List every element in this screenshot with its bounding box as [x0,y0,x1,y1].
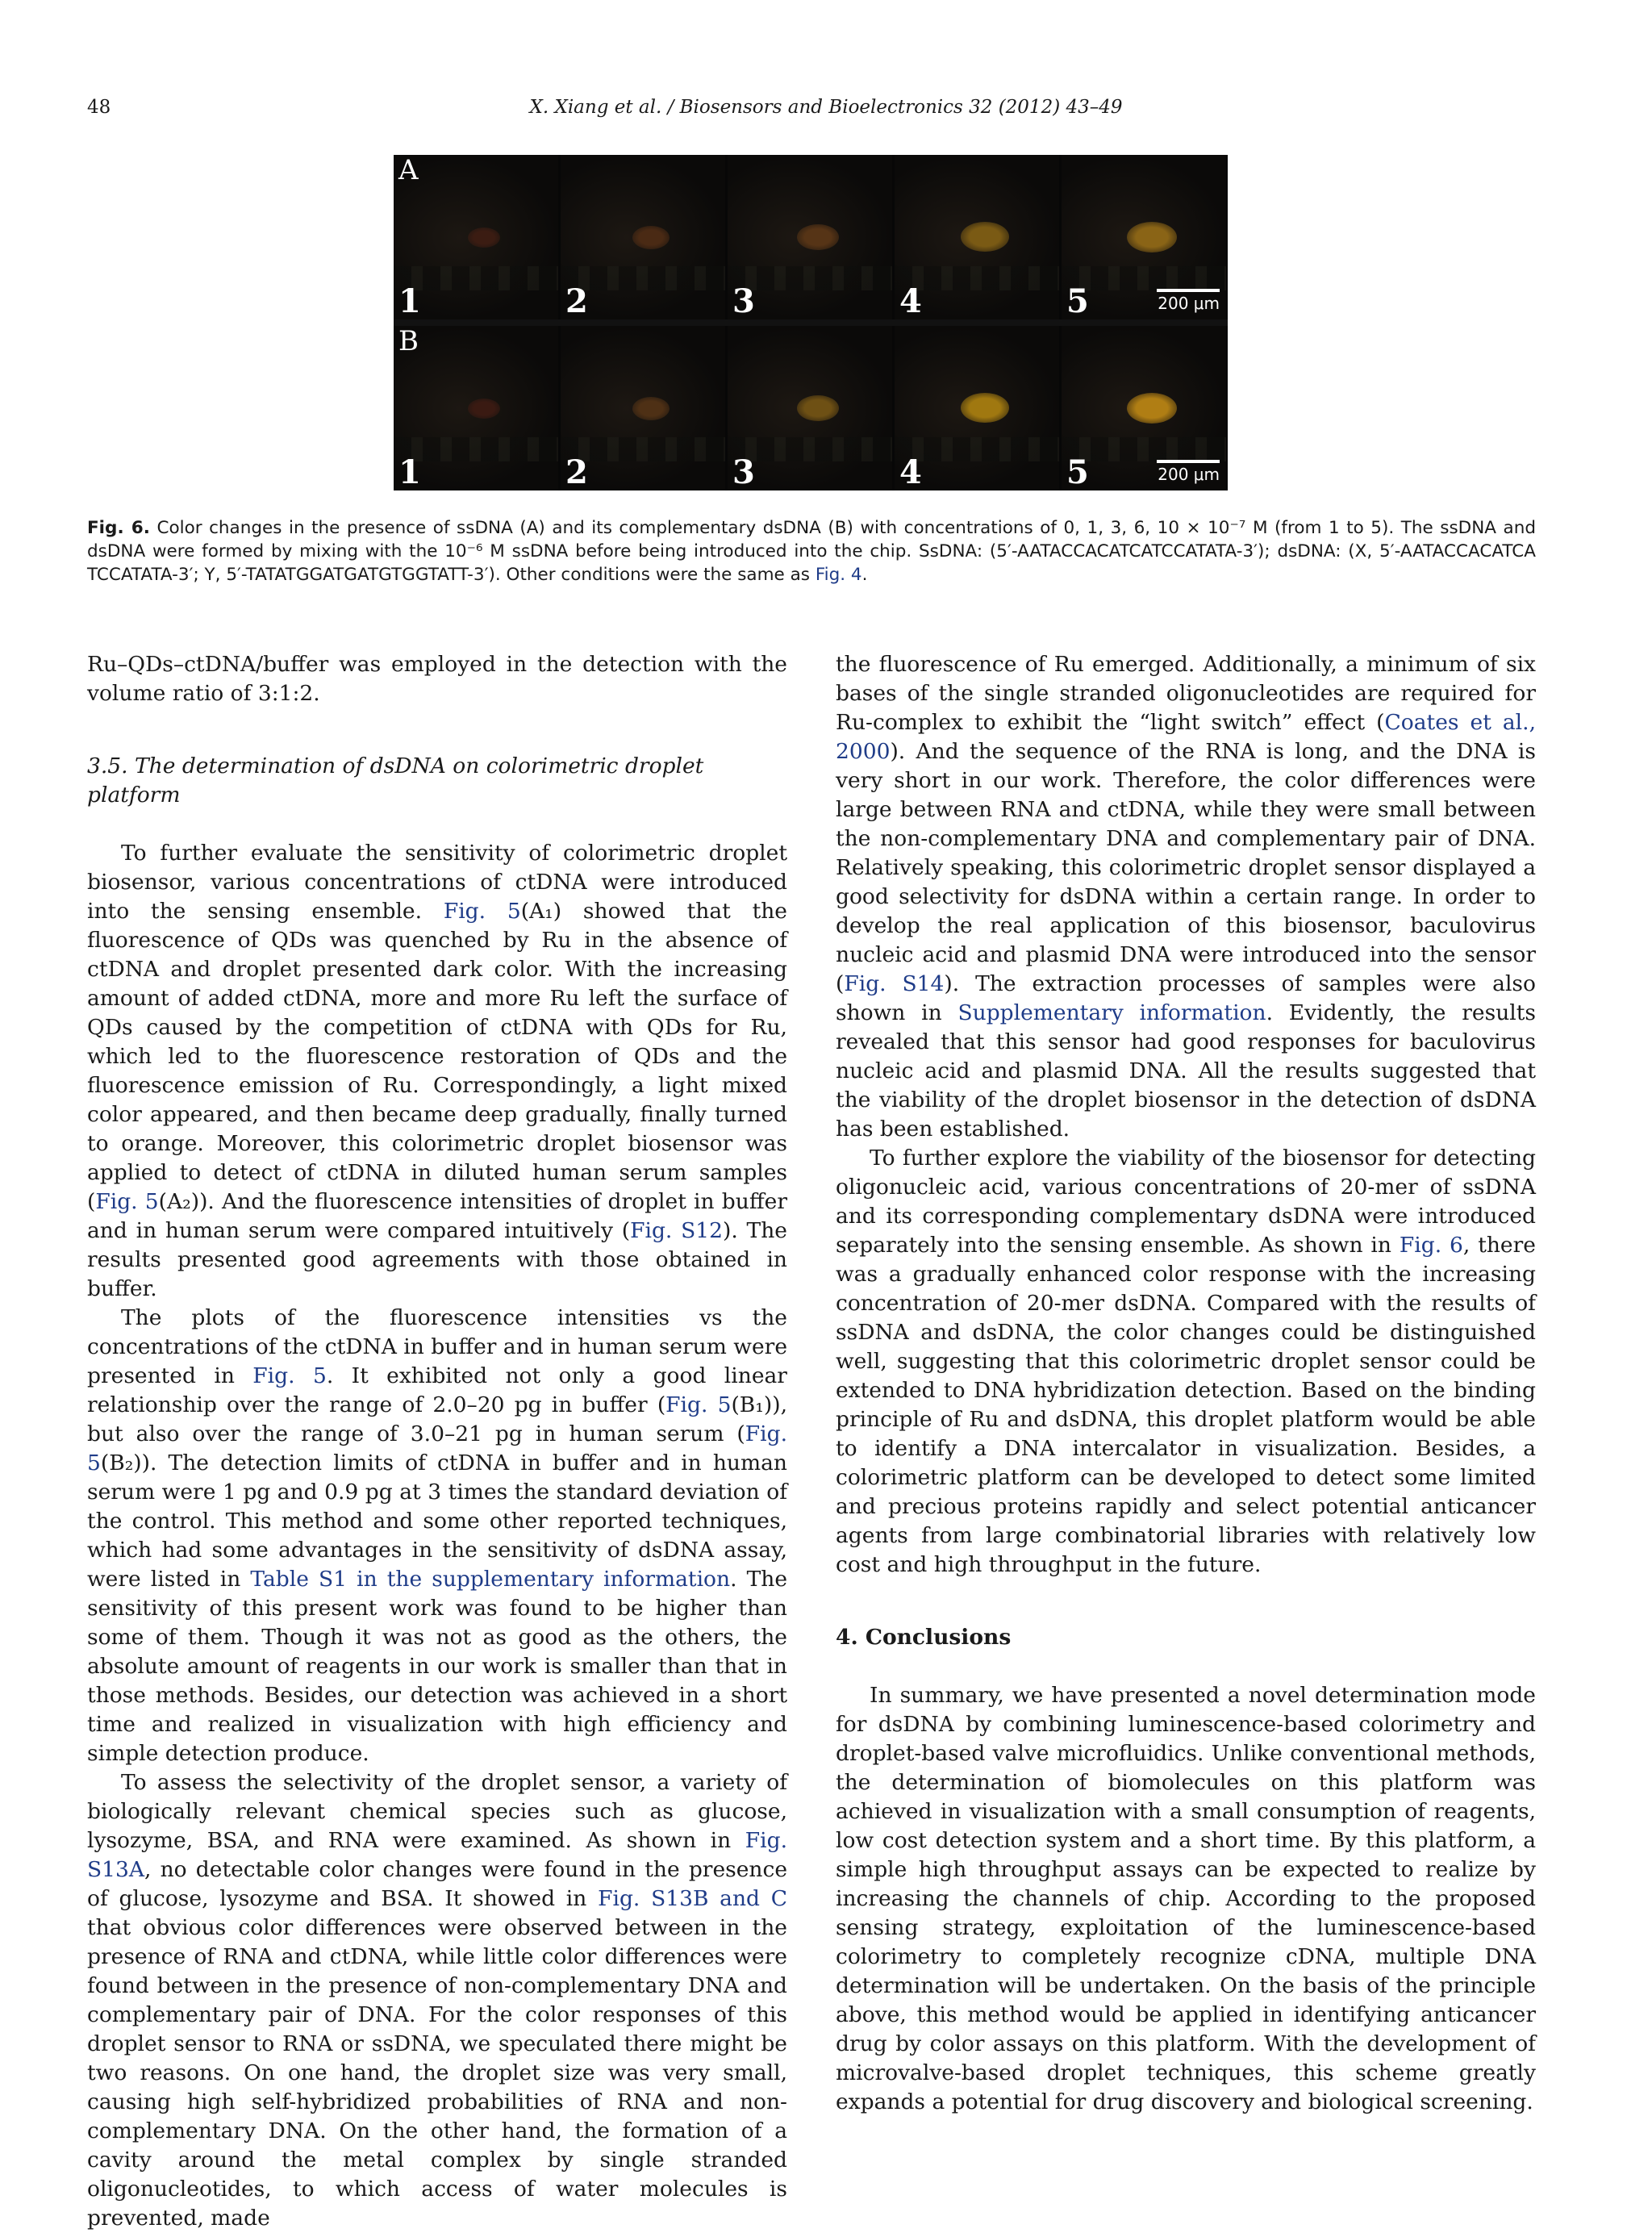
panel-number: 2 [565,282,588,319]
droplet [1127,222,1177,253]
link-table-s1[interactable]: Table S1 in the supplementary information [250,1567,731,1592]
panel-number: 4 [899,282,922,319]
figure-caption [87,516,1536,586]
droplet [468,227,500,248]
droplet [632,226,670,249]
panel-row-letter: B [398,326,419,357]
figure-panel [1062,155,1226,319]
paragraph: Ru–QDs–ctDNA/buffer was employed in the detection with the volume ratio of 3:1:2. [87,652,787,706]
panel-number: 4 [899,453,922,490]
figure-6-image [394,155,1228,490]
droplet [797,224,839,250]
text: (A₂)). And the fluorescence intensities of droplet in buffer and in human serum were compared intuitively ( [87,1189,787,1243]
text: To further explore the viability of the biosensor for detecting oligonucleic acid, various concentrations of 20-mer of ssDNA and its corresponding complementary dsDNA were introduced separately into the sensing ensemble. As shown in [836,1146,1536,1258]
link-fig5[interactable]: Fig. 5 [87,1421,787,1475]
link-supplementary-info[interactable]: Supplementary information [957,1000,1266,1025]
text: (A₁) showed that the fluorescence of QDs was quenched by Ru in the absence of ctDNA and droplet presented dark color. With the increasing amount of added ctDNA, more and more Ru left the surface of QDs caused by the competition of ctDNA with QDs for Ru, which led to the fluorescence restoration of QDs and the fluorescence emission of Ru. Correspondingly, a light mixed color appeared, and then became deep gradually, finally turned to orange. Moreover, this colorimetric droplet biosensor was applied to detect of ctDNA in diluted human serum samples ( [87,899,787,1214]
text: , there was a gradually enhanced color response with the increasing concentration of 20-mer dsDNA. Compared with the results of ssDNA and dsDNA, the color changes could be distinguished well, suggesting that this colorimetric droplet sensor could be extended to DNA hybridization detection. Based on the binding principle of Ru and dsDNA, this droplet platform would be able to identify a DNA intercalator in visualization. Besides, a colorimetric platform can be developed to detect some limited and precious proteins rapidly and select potential anticancer agents from large combinatorial libraries with relatively low cost and high throughput in the future. [836,1233,1536,1577]
link-fig5[interactable]: Fig. 5 [665,1392,732,1417]
running-head: X. Xiang et al. / Biosensors and Bioelectronics 32 (2012) 43–49 [529,97,1123,118]
text: . Evidently, the results revealed that this sensor had good responses for baculovirus nucleic acid and plasmid DNA. All the results suggested that the viability of the droplet biosensor in the detection of dsDNA has been established. [836,1000,1537,1142]
section-heading-4: 4. Conclusions [836,1625,1012,1650]
link-fig5[interactable]: Fig. 5 [443,899,521,924]
panel-number: 5 [1066,282,1089,319]
paragraph: In summary, we have presented a novel determination mode for dsDNA by combining luminescence-based colorimetry and droplet-based valve microfluidics. Unlike conventional methods, the determination of biomolecules on this platform was achieved in visualization with a small consumption of reagents, low cost detection system and a short time. By this platform, a simple high throughput assays can be expected to realize by increasing the channels of chip. According to the proposed sensing strategy, exploitation of the luminescence-based colorimetry to completely recognize cDNA, multiple DNA determination will be undertaken. On the basis of the principle above, this method would be applied in identifying anticancer drug by color assays on this platform. With the development of microvalve-based droplet techniques, this scheme greatly expands a potential for drug discovery and biological screening. [836,1683,1536,2114]
text: the fluorescence of Ru emerged. Additionally, a minimum of six bases of the single stranded oligonucleotides are required for Ru-complex to exhibit the “light switch” effect ( [836,652,1536,735]
paragraph [87,839,787,1304]
caption-text: Color changes in the presence of ssDNA (A) and its complementary dsDNA (B) with concentrations of 0, 1, 3, 6, 10 × 10⁻⁷ M (from 1 to 5). The ssDNA and dsDNA were formed by mixing with the 10⁻⁶ M ssDNA before being introduced into the chip. SsDNA: (5′-AATACCACATCATCCATATA-3′); dsDNA: (X, 5′-AATACCACATCA TCCATATA-3′; Y, 5′-TATATGGATGATGTGGTATT-3′). Other conditions were the same as [87,518,1536,585]
link-fig6[interactable]: Fig. 6 [1399,1233,1463,1258]
figure-panel [728,155,892,319]
text: ). The results presented good agreements with those obtained in buffer. [87,1218,787,1301]
droplet [468,399,500,419]
text: ). And the sequence of the RNA is long, and the DNA is very short in our work. Therefore, the color differences were large between RNA and ctDNA, while they were small between the non-complementary DNA and complementary pair of DNA. Relatively speaking, this colorimetric droplet sensor displayed a good selectivity for dsDNA within a certain range. In order to develop the real application of this biosensor, baculovirus nucleic acid and plasmid DNA were introduced into the sensor ( [836,739,1536,996]
caption-end: . [861,565,868,585]
figure-panel [895,155,1059,319]
link-fig5[interactable]: Fig. 5 [95,1189,159,1214]
page-number: 48 [87,97,111,118]
text: To further evaluate the sensitivity of colorimetric droplet biosensor, various concentrations of ctDNA were introduced into the sensing ensemble. [87,841,787,924]
section-heading-3-5: 3.5. The determination of dsDNA on colorimetric droplet platform [87,753,704,808]
text: To assess the selectivity of the droplet sensor, a variety of biologically relevant chemical species such as glucose, lysozyme, BSA, and RNA were examined. As shown in [87,1770,787,1853]
panel-number: 2 [565,453,588,490]
scale-bar [1157,460,1220,463]
text: The plots of the fluorescence intensities vs the concentrations of the ctDNA in buffer and in human serum were presented in [87,1305,787,1388]
droplet [1127,393,1177,424]
caption-label: Fig. 6. [87,518,150,538]
paragraph [87,1768,787,2233]
figure-panel [394,326,558,490]
text: ). The extraction processes of samples were also shown in [836,971,1536,1025]
scale-bar-label: 200 μm [1158,465,1220,484]
figure-panel [394,155,558,319]
link-fig-s13b-c[interactable]: Fig. S13B and C [598,1886,788,1911]
link-fig-s12[interactable]: Fig. S12 [630,1218,723,1243]
text: that obvious color differences were observed between in the presence of RNA and ctDNA, while little color differences were found between in the presence of non-complementary DNA and complementary pair of DNA. For the color responses of this droplet sensor to RNA or ssDNA, we speculated there might be two reasons. On one hand, the droplet size was very small, causing high self-hybridized probabilities of RNA and non-complementary DNA. On the other hand, the formation of a cavity around the metal complex by single stranded oligonucleotides, to which access of water molecules is prevented, made [87,1915,787,2231]
droplet [632,397,670,420]
paragraph [836,650,1536,1144]
text: , no detectable color changes were found in the presence of glucose, lysozyme and BSA. It showed in [87,1857,787,1911]
figure-panel [728,326,892,490]
left-column [87,650,787,2233]
figure-panel [561,155,725,319]
paragraph [87,1304,787,1768]
scale-bar-label: 200 μm [1158,294,1220,313]
link-fig-s14[interactable]: Fig. S14 [844,971,945,996]
figure-row-divider [394,319,1228,326]
droplet [961,393,1009,423]
caption-link-fig4[interactable]: Fig. 4 [815,565,862,585]
panel-number: 3 [732,453,755,490]
text: (B₂)). The detection limits of ctDNA in buffer and in human serum were 1 pg and 0.9 pg at 3 times the standard deviation of the control. This method and some other reported techniques, which had some advantages in the sensitivity of dsDNA assay, were listed in [87,1450,787,1592]
panel-row-letter: A [398,155,419,186]
text: . It exhibited not only a good linear relationship over the range of 2.0–20 pg in buffer ( [87,1363,787,1417]
scale-bar [1157,289,1220,292]
panel-number: 1 [398,453,421,490]
text: . The sensitivity of this present work was found to be higher than some of them. Though it was not as good as the others, the absolute amount of reagents in our work is smaller than that in those methods. Besides, our detection was achieved in a short time and realized in visualization with high efficiency and simple detection produce. [87,1567,788,1766]
panel-number: 5 [1066,453,1089,490]
link-fig-s13a[interactable]: Fig. S13A [87,1828,787,1882]
droplet [961,222,1009,252]
panel-number: 3 [732,282,755,319]
droplet [797,395,839,421]
right-column [836,650,1536,2117]
figure-row-a [394,155,1228,319]
paragraph [836,1144,1536,1580]
panel-number: 1 [398,282,421,319]
figure-panel [895,326,1059,490]
link-fig5[interactable]: Fig. 5 [252,1363,327,1388]
figure-panel [1062,326,1226,490]
link-coates-2000[interactable]: Coates et al., 2000 [836,710,1536,764]
figure-panel [561,326,725,490]
figure-row-b [394,326,1228,490]
text: (B₁)), but also over the range of 3.0–21 pg in human serum ( [87,1392,787,1446]
